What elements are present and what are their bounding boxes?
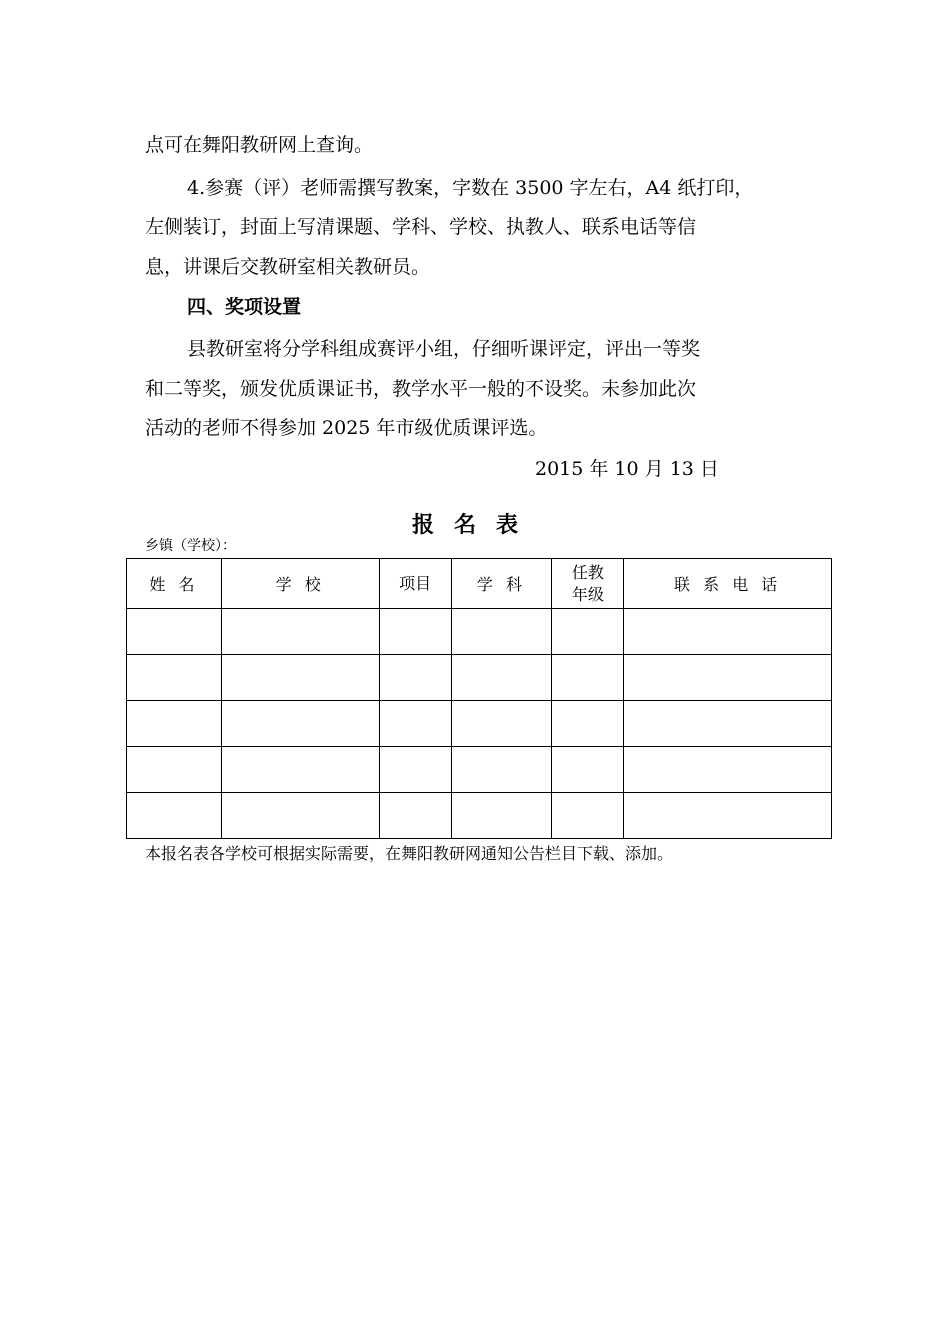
header-name: 姓 名 <box>127 559 222 609</box>
document-date: 2015 年 10 月 13 日 <box>535 458 719 480</box>
form-title: 报名表 <box>411 513 538 538</box>
table-cell[interactable] <box>624 701 832 747</box>
table-header-row <box>127 559 832 609</box>
table-cell[interactable] <box>451 793 552 839</box>
paragraph-line: 县教研室将分学科组成赛评小组，仔细听课评定，评出一等奖 <box>187 338 701 360</box>
table-row <box>127 747 832 793</box>
table-cell[interactable] <box>127 793 222 839</box>
table-cell[interactable] <box>552 655 624 701</box>
table-cell[interactable] <box>127 701 222 747</box>
header-project: 项目 <box>379 559 451 609</box>
table-cell[interactable] <box>221 655 379 701</box>
table-cell[interactable] <box>552 747 624 793</box>
table-cell[interactable] <box>552 609 624 655</box>
table-row <box>127 655 832 701</box>
paragraph-line: 点可在舞阳教研网上查询。 <box>145 134 374 156</box>
table-cell[interactable] <box>379 655 451 701</box>
table-cell[interactable] <box>127 655 222 701</box>
paragraph-line: 左侧装订，封面上写清课题、学科、学校、执教人、联系电话等信 <box>145 216 697 238</box>
paragraph-line: 息，讲课后交教研室相关教研员。 <box>145 256 431 278</box>
table-cell[interactable] <box>379 747 451 793</box>
table-row <box>127 609 832 655</box>
form-note: 本报名表各学校可根据实际需要，在舞阳教研网通知公告栏目下载、添加。 <box>145 844 674 863</box>
table-cell[interactable] <box>221 609 379 655</box>
table-cell[interactable] <box>451 655 552 701</box>
table-cell[interactable] <box>451 747 552 793</box>
table-cell[interactable] <box>127 747 222 793</box>
table-cell[interactable] <box>552 793 624 839</box>
table-cell[interactable] <box>221 701 379 747</box>
header-subject: 学 科 <box>451 559 552 609</box>
header-phone: 联 系 电 话 <box>624 559 832 609</box>
section-heading: 四、奖项设置 <box>187 296 302 318</box>
header-school: 学 校 <box>221 559 379 609</box>
table-cell[interactable] <box>379 793 451 839</box>
table-cell[interactable] <box>624 747 832 793</box>
registration-table <box>126 558 832 839</box>
table-cell[interactable] <box>221 747 379 793</box>
table-cell[interactable] <box>451 701 552 747</box>
table-cell[interactable] <box>127 609 222 655</box>
table-cell[interactable] <box>379 701 451 747</box>
table-cell[interactable] <box>221 793 379 839</box>
table-row <box>127 793 832 839</box>
table-cell[interactable] <box>379 609 451 655</box>
table-cell[interactable] <box>624 609 832 655</box>
table-row <box>127 701 832 747</box>
township-label: 乡镇（学校）： <box>145 538 236 554</box>
paragraph-line: 活动的老师不得参加 2025 年市级优质课评选。 <box>145 417 548 439</box>
header-grade: 任教 年级 <box>552 559 624 609</box>
paragraph-line: 和二等奖，颁发优质课证书，教学水平一般的不设奖。未参加此次 <box>145 378 697 400</box>
table-cell[interactable] <box>624 655 832 701</box>
table-cell[interactable] <box>451 609 552 655</box>
table-cell[interactable] <box>552 701 624 747</box>
table-cell[interactable] <box>624 793 832 839</box>
paragraph-line: 4.参赛（评）老师需撰写教案，字数在 3500 字左右，A4 纸打印， <box>187 177 754 199</box>
